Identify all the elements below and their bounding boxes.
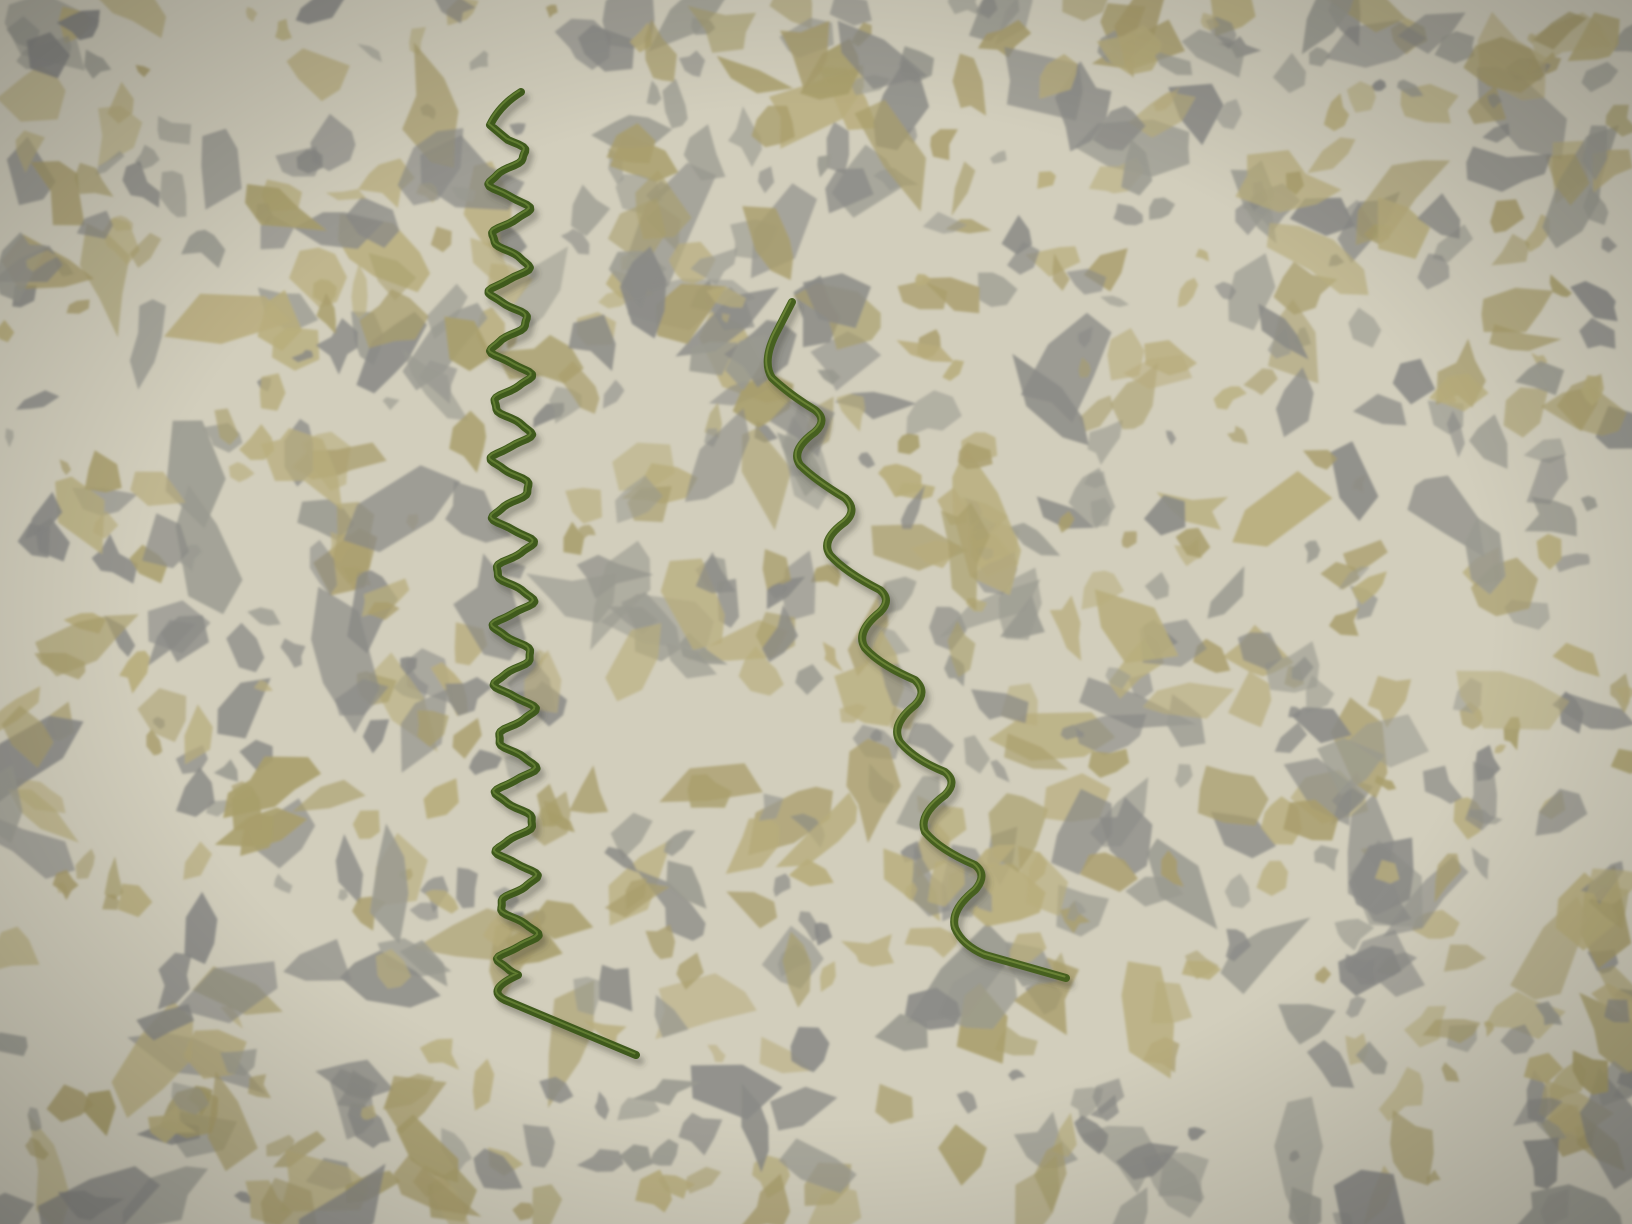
short-green-zigzag-wire <box>766 301 1070 985</box>
long-green-coiled-wire <box>487 91 640 1062</box>
